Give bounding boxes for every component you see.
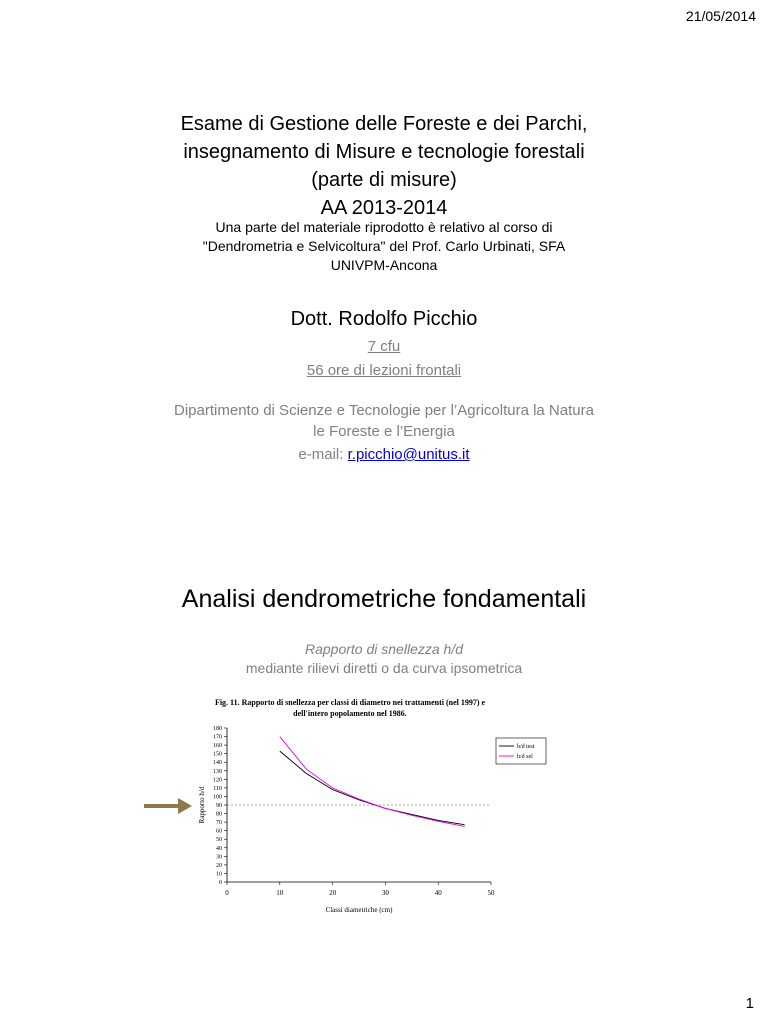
- slide1-note: [0, 218, 768, 275]
- y-tick-label: 50: [216, 837, 222, 844]
- y-tick-label: 120: [213, 777, 222, 784]
- x-tick-label: 0: [225, 889, 229, 897]
- email-link[interactable]: r.picchio@unitus.it: [347, 446, 470, 463]
- x-axis-label: Classi diametriche (cm): [325, 906, 393, 914]
- y-tick-label: 70: [216, 820, 222, 827]
- x-tick-label: 40: [434, 889, 442, 897]
- title-line: (parte di misure): [311, 169, 457, 191]
- note-line: Una parte del materiale riprodotto è relativo al corso di: [215, 219, 553, 235]
- department-line: Dipartimento di Scienze e Tecnologie per l’Agricoltura la Natura: [174, 402, 594, 419]
- x-tick-label: 50: [487, 889, 495, 897]
- series-line-1: [280, 737, 465, 827]
- department-line: le Foreste e l’Energia: [313, 423, 455, 440]
- x-tick-label: 20: [329, 889, 337, 897]
- y-tick-label: 0: [219, 880, 222, 886]
- legend-entry: h/d test: [517, 744, 535, 750]
- slide1-title: [0, 110, 768, 222]
- y-tick-label: 140: [213, 760, 222, 767]
- y-tick-label: 100: [213, 794, 222, 801]
- note-line: UNIVPM-Ancona: [330, 257, 438, 273]
- y-tick-label: 90: [216, 803, 222, 809]
- title-line: insegnamento di Misure e tecnologie forestali: [183, 141, 585, 163]
- email-line: [0, 446, 768, 463]
- y-tick-label: 160: [213, 743, 222, 750]
- hours-link[interactable]: 56 ore di lezioni frontali: [306, 362, 462, 379]
- page-number: 1: [745, 995, 754, 1012]
- y-tick-label: 20: [216, 862, 222, 869]
- y-tick-label: 60: [216, 828, 222, 835]
- slide2-subtitle: mediante rilievi diretti o da curva ipsometrica: [245, 660, 523, 676]
- series-line-0: [280, 751, 465, 825]
- y-tick-label: 170: [213, 734, 222, 741]
- y-tick-label: 40: [216, 845, 222, 852]
- slide-date: 21/05/2014: [685, 8, 756, 24]
- y-tick-label: 30: [216, 854, 222, 861]
- legend-entry: h/d sel: [517, 754, 533, 760]
- y-tick-label: 110: [213, 785, 222, 792]
- y-tick-label: 150: [213, 751, 222, 758]
- hd-ratio-chart: [140, 690, 560, 920]
- title-line: AA 2013-2014: [320, 197, 448, 219]
- slide2-subtitle-italic: Rapporto di snellezza h/d: [305, 641, 463, 657]
- chart-title-line: Fig. 11. Rapporto di snellezza per classi di diametro nei trattamenti (nel 1997) e: [214, 698, 486, 707]
- x-tick-label: 10: [276, 889, 284, 897]
- author-name: Dott. Rodolfo Picchio: [290, 308, 478, 330]
- legend-box: [496, 738, 546, 764]
- title-line: Esame di Gestione delle Foreste e dei Parchi,: [180, 113, 588, 135]
- department: [0, 400, 768, 442]
- y-tick-label: 180: [213, 726, 222, 732]
- x-tick-label: 30: [381, 889, 389, 897]
- credits-link[interactable]: 7 cfu: [367, 338, 401, 355]
- y-tick-label: 130: [213, 768, 222, 775]
- y-axis-label: Rapporto h/d: [198, 786, 206, 824]
- slide2-title: Analisi dendrometriche fondamentali: [181, 585, 587, 613]
- y-tick-label: 80: [216, 811, 222, 818]
- note-line: "Dendrometria e Selvicoltura" del Prof. Carlo Urbinati, SFA: [202, 238, 566, 254]
- chart-title-line: dell'intero popolamento nel 1986.: [293, 709, 407, 718]
- email-label: e-mail:: [298, 446, 348, 463]
- y-tick-label: 10: [216, 871, 222, 878]
